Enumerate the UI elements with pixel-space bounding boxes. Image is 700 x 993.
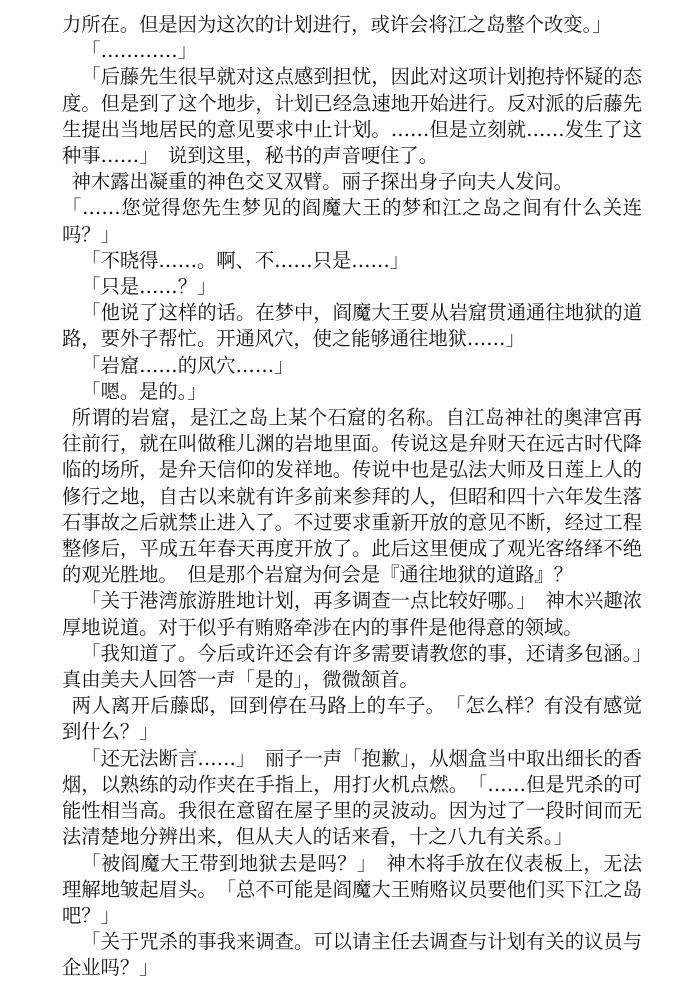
paragraph: 「被阎魔大王带到地狱去是吗？」 神木将手放在仪表板上，无法理解地皱起眉头。 「总不可能是阎魔大王贿赂议员要他们买下江之岛吧？」 <box>62 851 642 927</box>
paragraph: 「…………」 <box>81 39 197 63</box>
paragraph: 力所在。但是因为这次的计划进行，或许会将江之岛整个改变。」 <box>62 13 612 36</box>
paragraph: 「岩窟……的风穴……」 <box>81 353 294 377</box>
paragraph: 「只是……？」 <box>81 275 217 299</box>
paragraph: 「不晓得……。啊、不……只是……」 <box>81 248 410 272</box>
paragraph: 「我知道了。今后或许还会有许多需要请教您的事，还请多包涵。」 真由美夫人回答一声「是的」，微微颔首。 <box>62 641 662 692</box>
paragraph: 「他说了这样的话。在梦中，阎魔大王要从岩窟贯通通往地狱的道路，要外子帮忙。开通风穴，使之能够通往地狱……」 <box>62 301 642 351</box>
paragraph: 「关于港湾旅游胜地计划，再多调查一点比较好哪。」 神木兴趣浓厚地说道。对于似乎有贿赂牵涉在内的事件是他得意的领域。 <box>62 589 642 639</box>
paragraph: 「后藤先生很早就对这点感到担忧，因此对这项计划抱持怀疑的态度。但是到了这个地步，计划已经急速地开始进行。反对派的后藤先生提出当地居民的意见要求中止计划。……但是立刻就……发生了这种事……」 说到这里，秘书的声音哽住了。 <box>62 65 642 168</box>
paragraph: 神木露出凝重的神色交叉双臂。丽子探出身子向夫人发问。 <box>71 170 573 194</box>
paragraph: 「关于咒杀的事我来调查。可以请主任去调查与计划有关的议员与企业吗？」 <box>62 930 642 980</box>
paragraph: 所谓的岩窟，是江之岛上某个石窟的名称。自江岛神社的奥津宫再往前行，就在叫做稚儿渊的岩地里面。传说这是弁财天在远古时代降临的场所，是弁天信仰的发祥地。传说中也是弘法大师及日莲上人的修行之地，自古以来就有许多前来参拜的人，但昭和四十六年发生落石事故之后就禁止进入了。不过要求重新开放的意见不断，经过工程整修后，平成五年春天再度开放了。此后这里便成了观光客络绎不绝的观光胜地。 但是那个岩窟为何会是『通往地狱的道路』？ <box>62 406 642 587</box>
paragraph: 「……您觉得您先生梦见的阎魔大王的梦和江之岛之间有什么关连吗？」 <box>62 196 642 246</box>
paragraph: 两人离开后藤邸，回到停在马路上的车子。 「怎么样？有没有感觉到什么？」 <box>62 694 642 744</box>
document-page <box>62 12 662 982</box>
paragraph: 「还无法断言……」 丽子一声「抱歉」，从烟盒当中取出细长的香烟，以熟练的动作夹在手指上，用打火机点燃。 「……但是咒杀的可能性相当高。我很在意留在屋子里的灵波动。因为过了一段时间而无法清楚地分辨出来，但从夫人的话来看，十之八九有关系。」 <box>62 746 642 849</box>
paragraph: 「嗯。是的。」 <box>81 379 207 403</box>
